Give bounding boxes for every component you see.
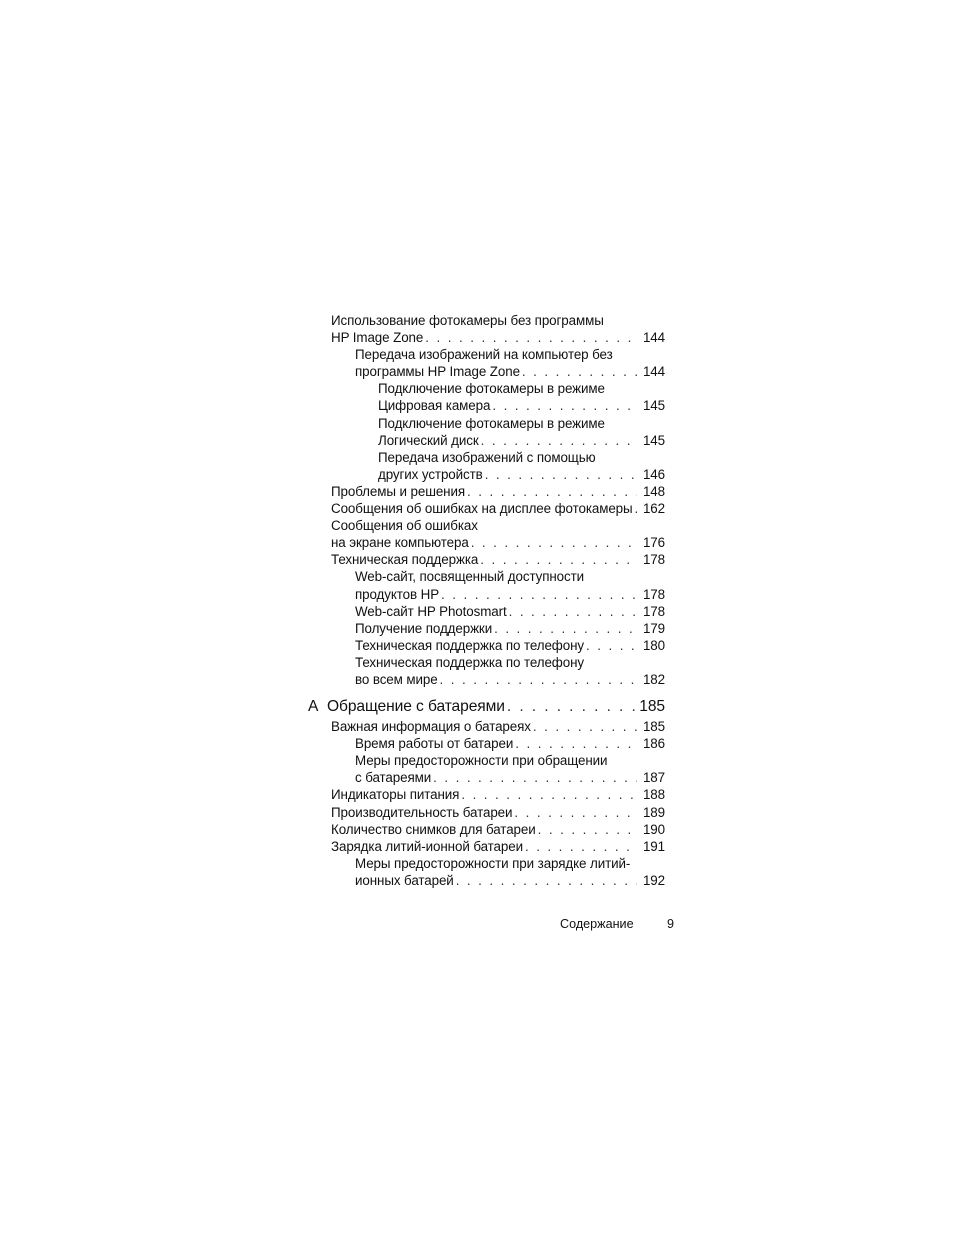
- toc-entry-title-text: программы HP Image Zone: [355, 364, 520, 380]
- toc-entry-title-line: Сообщения об ошибках: [331, 518, 478, 534]
- toc-page-number: 144: [642, 364, 665, 380]
- toc-entry-title: [308, 697, 505, 717]
- dot-leader: [467, 483, 637, 500]
- toc-page-number: 185: [642, 719, 665, 735]
- toc-entry-leader-line: [331, 804, 665, 821]
- toc-entry-title: [331, 329, 423, 346]
- dot-leader: [471, 534, 637, 551]
- toc-entry-title: [378, 466, 483, 483]
- footer-page-number: 9: [666, 917, 674, 931]
- dot-leader: [635, 500, 637, 517]
- toc-page-number: 191: [642, 838, 665, 854]
- toc-entry-title: [355, 363, 520, 380]
- toc-entry-leader-line: [355, 671, 665, 688]
- toc-entry-leader-line: [331, 534, 665, 551]
- toc-entry-title-text: продуктов HP: [355, 586, 440, 602]
- toc-entry-title: [331, 821, 536, 838]
- toc-entry-leader-line: [355, 769, 665, 786]
- toc-entry-title-text: Техническая поддержка: [331, 552, 479, 568]
- toc-entry: [331, 718, 665, 735]
- toc-entry: [355, 654, 665, 688]
- toc-entry-title: [331, 551, 478, 568]
- dot-leader: [481, 432, 637, 449]
- toc-entry: [331, 551, 665, 568]
- toc-entry-title: [355, 637, 584, 654]
- toc-entry-title-text: во всем мире: [355, 671, 438, 687]
- toc-entry-leader-line: [378, 397, 665, 414]
- toc-entry: [331, 838, 665, 855]
- toc-entry-leader-line: [355, 603, 665, 620]
- toc-page-number: 162: [642, 501, 665, 517]
- dot-leader: [514, 804, 637, 821]
- toc-entry-title-line: Web-сайт, посвященный доступности: [355, 569, 585, 585]
- toc-entry-title: [355, 620, 492, 637]
- dot-leader: [533, 718, 637, 735]
- toc-page-number: 178: [642, 552, 665, 568]
- toc-entry: [355, 637, 665, 654]
- toc-entry-leader-line: [355, 637, 665, 654]
- toc-entry: [331, 821, 665, 838]
- toc-entry: [331, 312, 665, 346]
- toc-entry-leader-line: [331, 329, 665, 346]
- toc-entry-title-text: Зарядка литий-ионной батареи: [331, 838, 523, 854]
- page-footer: [560, 917, 674, 931]
- toc-entry-title-text: Техническая поддержка по телефону: [355, 637, 584, 653]
- toc-page-number: 179: [642, 620, 665, 636]
- table-of-contents: [308, 312, 665, 889]
- toc-entry-title: [331, 804, 512, 821]
- toc-entry-leader-line: [378, 466, 665, 483]
- toc-entry-title-text: Обращение с батареями: [327, 698, 505, 716]
- toc-entry-title-line: Меры предосторожности при обращении: [355, 753, 608, 769]
- toc-entry: [355, 735, 665, 752]
- toc-entry-title: [355, 603, 507, 620]
- dot-leader: [515, 735, 637, 752]
- toc-entry-title-text: на экране компьютера: [331, 535, 469, 551]
- dot-leader: [507, 697, 636, 717]
- toc-entry-title: [378, 397, 490, 414]
- dot-leader: [525, 838, 637, 855]
- toc-entry: [331, 786, 665, 803]
- toc-page-number: 186: [642, 736, 665, 752]
- toc-entry: [355, 603, 665, 620]
- dot-leader: [509, 603, 637, 620]
- toc-entry-leader-line: [331, 821, 665, 838]
- appendix-letter: A: [308, 698, 319, 716]
- toc-entry-leader-line: [331, 718, 665, 735]
- toc-page-number: 144: [642, 330, 665, 346]
- toc-page-number: 188: [642, 787, 665, 803]
- toc-entry: [331, 517, 665, 551]
- toc-entry-leader-line: [308, 697, 665, 717]
- toc-entry-title-line: Передача изображений с помощью: [378, 449, 596, 465]
- toc-entry-title: [331, 483, 465, 500]
- toc-entry-title-text: Индикаторы питания: [331, 787, 460, 803]
- toc-page-number: 146: [642, 466, 665, 482]
- toc-entry-title-line: Использование фотокамеры без программы: [331, 313, 604, 328]
- toc-entry-leader-line: [378, 432, 665, 449]
- toc-entry-title-text: с батареями: [355, 770, 432, 786]
- toc-entry-title-text: HP Image Zone: [331, 330, 424, 346]
- toc-entry-leader-line: [355, 735, 665, 752]
- toc-entry-title-text: Время работы от батареи: [355, 736, 514, 752]
- toc-page-number: 180: [642, 637, 665, 653]
- toc-entry-title-line: Техническая поддержка по телефону: [355, 654, 584, 670]
- dot-leader: [480, 551, 637, 568]
- dot-leader: [485, 466, 637, 483]
- toc-page-number: 178: [642, 586, 665, 602]
- toc-entry: [378, 380, 665, 414]
- toc-entry-leader-line: [355, 363, 665, 380]
- toc-entry: [378, 415, 665, 449]
- toc-page-number: 182: [642, 671, 665, 687]
- toc-page-number: 190: [642, 821, 665, 837]
- dot-leader: [461, 786, 637, 803]
- toc-chapter-entry: [308, 697, 665, 717]
- toc-entry: [355, 346, 665, 380]
- toc-page-number: 176: [642, 535, 665, 551]
- toc-entry: [331, 483, 665, 500]
- toc-entry: [355, 568, 665, 602]
- toc-entry-title-line: Подключение фотокамеры в режиме: [378, 415, 605, 431]
- toc-entry-title: [331, 500, 633, 517]
- dot-leader: [538, 821, 637, 838]
- toc-entry-leader-line: [331, 786, 665, 803]
- toc-entry-title-text: Логический диск: [378, 432, 479, 448]
- toc-entry: [331, 804, 665, 821]
- toc-entry-leader-line: [331, 483, 665, 500]
- toc-entry: [378, 449, 665, 483]
- toc-entry-title: [378, 432, 479, 449]
- toc-entry-title-text: других устройств: [378, 466, 483, 482]
- dot-leader: [433, 769, 637, 786]
- toc-entry-leader-line: [355, 620, 665, 637]
- toc-entry-title-text: Получение поддержки: [355, 620, 493, 636]
- toc-entry: [355, 620, 665, 637]
- toc-entry-title: [355, 586, 439, 603]
- toc-entry-leader-line: [331, 551, 665, 568]
- toc-page-number: 187: [642, 770, 665, 786]
- toc-entry-leader-line: [331, 500, 665, 517]
- toc-page-number: 148: [642, 483, 665, 499]
- toc-page-number: 145: [642, 398, 665, 414]
- toc-entry-title: [331, 534, 469, 551]
- toc-entry-title: [331, 838, 523, 855]
- dot-leader: [586, 637, 637, 654]
- toc-entry-title: [355, 671, 438, 688]
- dot-leader: [522, 363, 637, 380]
- toc-entry-title-text: Производительность батареи: [331, 804, 513, 820]
- toc-entry-title: [331, 786, 459, 803]
- toc-page-number: 189: [642, 804, 665, 820]
- toc-entry-title-text: Важная информация о батареях: [331, 719, 531, 735]
- toc-entry-title: [355, 735, 513, 752]
- toc-entry-title-line: Меры предосторожности при зарядке литий-: [355, 855, 631, 871]
- toc-entry-leader-line: [331, 838, 665, 855]
- dot-leader: [494, 620, 637, 637]
- toc-page-number: 178: [642, 603, 665, 619]
- toc-entry-leader-line: [355, 586, 665, 603]
- toc-page-number: 185: [639, 698, 665, 716]
- dot-leader: [425, 329, 637, 346]
- toc-entry-title: [355, 769, 431, 786]
- toc-entry-title-text: Проблемы и решения: [331, 483, 466, 499]
- toc-entry: [355, 855, 665, 889]
- dot-leader: [440, 671, 637, 688]
- dot-leader: [441, 586, 637, 603]
- toc-entry-title-text: ионных батарей: [355, 872, 454, 888]
- toc-entry-title: [355, 872, 454, 889]
- toc-entry-title-text: Количество снимков для батареи: [331, 821, 536, 837]
- toc-entry-title-text: Цифровая камера: [378, 398, 491, 414]
- toc-entry-title-text: Сообщения об ошибках на дисплее фотокамеры: [331, 501, 633, 517]
- toc-page-number: 192: [642, 872, 665, 888]
- toc-entry: [355, 752, 665, 786]
- dot-leader: [492, 397, 637, 414]
- toc-entry-title: [331, 718, 531, 735]
- toc-entry-title-line: Подключение фотокамеры в режиме: [378, 381, 605, 397]
- toc-entry-title-line: Передача изображений на компьютер без: [355, 347, 613, 363]
- dot-leader: [456, 872, 637, 889]
- toc-entry-leader-line: [355, 872, 665, 889]
- toc-entry-title-text: Web-сайт HP Photosmart: [355, 603, 507, 619]
- toc-entry: [331, 500, 665, 517]
- footer-section-title: Содержание: [560, 917, 634, 931]
- toc-page-number: 145: [642, 432, 665, 448]
